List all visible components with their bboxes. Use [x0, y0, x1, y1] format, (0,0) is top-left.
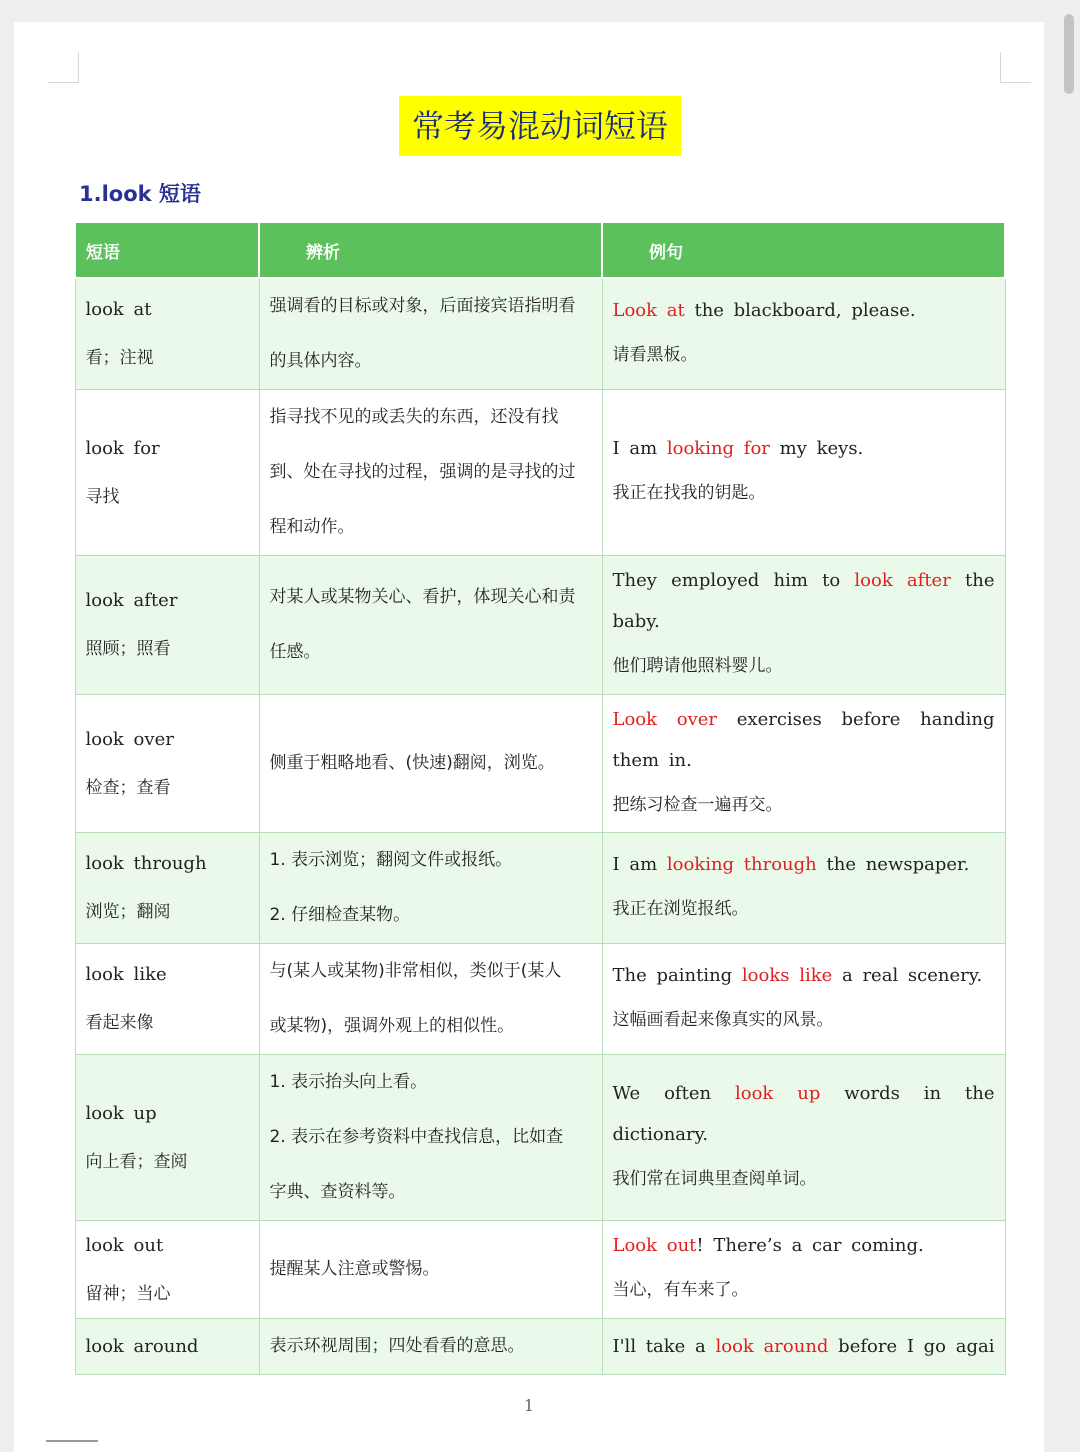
crop-mark-top-right	[1000, 52, 1031, 83]
explanation-line: 表示环视周围；四处看看的意思。	[269, 1336, 525, 1356]
example-translation: 当心，有车来了。	[612, 1280, 749, 1300]
highlighted-phrase: look around	[715, 1336, 829, 1357]
highlighted-phrase: looking through	[666, 853, 817, 875]
example-sentence	[613, 844, 995, 885]
example-translation: 我们常在词典里查阅单词。	[612, 1168, 817, 1189]
example-cell	[602, 944, 1005, 1055]
table-row	[75, 278, 1005, 390]
table-header-row	[75, 222, 1005, 278]
explanation-line: 程和动作。	[269, 517, 355, 537]
phrase-text: look out	[85, 1234, 164, 1256]
table-row	[75, 556, 1005, 695]
page-number: 1	[523, 1396, 535, 1415]
phrase-cell	[75, 833, 259, 944]
table-row	[75, 1221, 1005, 1319]
explanation-line: 任感。	[269, 642, 321, 662]
phrase-cell	[75, 556, 259, 695]
section-heading: 1.look 短语	[79, 182, 201, 206]
phrase-cell	[75, 1221, 259, 1319]
example-cell	[602, 278, 1005, 390]
example-text: They employed him to	[612, 570, 855, 591]
highlighted-phrase: looking for	[666, 438, 770, 459]
example-text: words in the dictionary.	[612, 1082, 995, 1145]
explanation-line: 2. 表示在参考资料中查找信息，比如查	[269, 1127, 564, 1147]
phrase-meaning: 看；注视	[85, 348, 154, 368]
vertical-scrollbar[interactable]	[1062, 0, 1080, 1444]
explanation-cell	[259, 833, 602, 944]
example-text: the baby.	[612, 570, 995, 632]
example-cell	[602, 1319, 1005, 1375]
example-translation: 我正在找我的钥匙。	[612, 483, 766, 503]
phrase-meaning: 看起来像	[85, 1013, 154, 1033]
example-text: I am	[612, 853, 667, 875]
scrollbar-thumb[interactable]	[1064, 14, 1074, 94]
phrase-text: look around	[85, 1335, 199, 1357]
explanation-line: 字典、查资料等。	[269, 1182, 406, 1202]
phrase-text: look over	[85, 728, 174, 750]
explanation-line: 或某物)，强调外观上的相似性。	[269, 1016, 515, 1036]
phrase-cell	[75, 944, 259, 1055]
phrase-table	[74, 221, 1006, 1375]
explanation-cell	[259, 556, 602, 695]
example-sentence	[613, 560, 995, 642]
example-translation: 把练习检查一遍再交。	[612, 794, 783, 815]
highlighted-phrase: look after	[854, 570, 951, 591]
example-translation: 请看黑板。	[612, 344, 698, 365]
highlighted-phrase: Look at	[612, 299, 685, 321]
highlighted-phrase: looks like	[741, 964, 833, 986]
example-sentence	[613, 1225, 995, 1266]
explanation-line: 强调看的目标或对象，后面接宾语指明看	[269, 296, 576, 316]
example-text: We often	[612, 1082, 735, 1104]
explanation-cell	[259, 1319, 602, 1375]
header-explanation: 辨析	[259, 222, 602, 278]
example-cell	[602, 695, 1005, 833]
phrase-meaning: 检查；查看	[85, 777, 171, 798]
explanation-line: 提醒某人注意或警惕。	[269, 1259, 440, 1279]
phrase-cell	[75, 695, 259, 833]
example-text: the blackboard, please.	[684, 299, 916, 321]
example-sentence	[613, 290, 995, 331]
crop-mark-top-left	[48, 52, 79, 83]
example-text: ! There’s a car coming.	[696, 1235, 924, 1256]
table-row	[75, 833, 1005, 944]
explanation-line: 1. 表示浏览；翻阅文件或报纸。	[269, 850, 513, 870]
example-sentence	[613, 955, 995, 996]
highlighted-phrase: Look over	[612, 708, 718, 730]
example-cell	[602, 1221, 1005, 1319]
explanation-line: 2. 仔细检查某物。	[269, 905, 411, 925]
phrase-cell	[75, 390, 259, 556]
example-sentence	[613, 428, 995, 469]
phrase-meaning: 照顾；照看	[85, 639, 171, 659]
phrase-text: look up	[85, 1102, 157, 1124]
example-cell	[602, 833, 1005, 944]
table-row	[75, 390, 1005, 556]
example-cell	[602, 1055, 1005, 1221]
explanation-line: 1. 表示抬头向上看。	[269, 1072, 428, 1092]
phrase-cell	[75, 1055, 259, 1221]
phrase-meaning: 留神；当心	[85, 1283, 171, 1304]
explanation-cell	[259, 695, 602, 833]
highlighted-phrase: look up	[734, 1082, 821, 1104]
header-example: 例句	[602, 222, 1005, 278]
explanation-line: 到、处在寻找的过程，强调的是寻找的过	[269, 462, 576, 482]
phrase-cell	[75, 1319, 259, 1375]
phrase-text: look like	[85, 964, 167, 985]
example-sentence	[613, 1073, 995, 1155]
explanation-line: 的具体内容。	[269, 351, 372, 371]
phrase-text: look for	[85, 437, 160, 459]
example-text: my keys.	[769, 438, 864, 459]
explanation-cell	[259, 390, 602, 556]
document-page	[14, 22, 1044, 1452]
phrase-text: look through	[85, 853, 207, 874]
explanation-cell	[259, 944, 602, 1055]
example-translation: 这幅画看起来像真实的风景。	[612, 1009, 834, 1030]
example-sentence	[613, 1326, 995, 1367]
explanation-line: 对某人或某物关心、看护，体现关心和责	[269, 587, 576, 607]
header-phrase: 短语	[75, 222, 259, 278]
table-row	[75, 1319, 1005, 1375]
document-title: 常考易混动词短语	[399, 96, 681, 156]
example-cell	[602, 556, 1005, 695]
phrase-text: look after	[85, 590, 178, 611]
explanation-cell	[259, 278, 602, 390]
example-text: the newspaper.	[816, 853, 970, 875]
explanation-cell	[259, 1221, 602, 1319]
example-text: exercises before handing them in.	[612, 708, 995, 771]
example-translation: 我正在浏览报纸。	[612, 898, 749, 919]
explanation-line: 与(某人或某物)非常相似，类似于(某人	[269, 961, 562, 981]
phrase-meaning: 寻找	[85, 486, 120, 507]
table-row	[75, 1055, 1005, 1221]
example-text: before I go agai	[828, 1336, 995, 1357]
explanation-cell	[259, 1055, 602, 1221]
highlighted-phrase: Look out	[612, 1235, 697, 1256]
table-row	[75, 944, 1005, 1055]
page-edge-mark	[46, 1440, 98, 1442]
phrase-meaning: 向上看；查阅	[85, 1151, 188, 1172]
example-text: I'll take a	[612, 1336, 716, 1357]
example-text: a real scenery.	[832, 964, 983, 986]
example-translation: 他们聘请他照料婴儿。	[612, 656, 783, 676]
phrase-cell	[75, 278, 259, 390]
explanation-line: 侧重于粗略地看、(快速)翻阅，浏览。	[269, 753, 555, 773]
phrase-text: look at	[85, 299, 152, 320]
example-sentence	[613, 699, 995, 781]
example-cell	[602, 390, 1005, 556]
explanation-line: 指寻找不见的或丢失的东西，还没有找	[269, 407, 559, 427]
table-row	[75, 695, 1005, 833]
phrase-meaning: 浏览；翻阅	[85, 902, 171, 922]
example-text: The painting	[612, 964, 742, 986]
example-text: I am	[612, 438, 667, 459]
